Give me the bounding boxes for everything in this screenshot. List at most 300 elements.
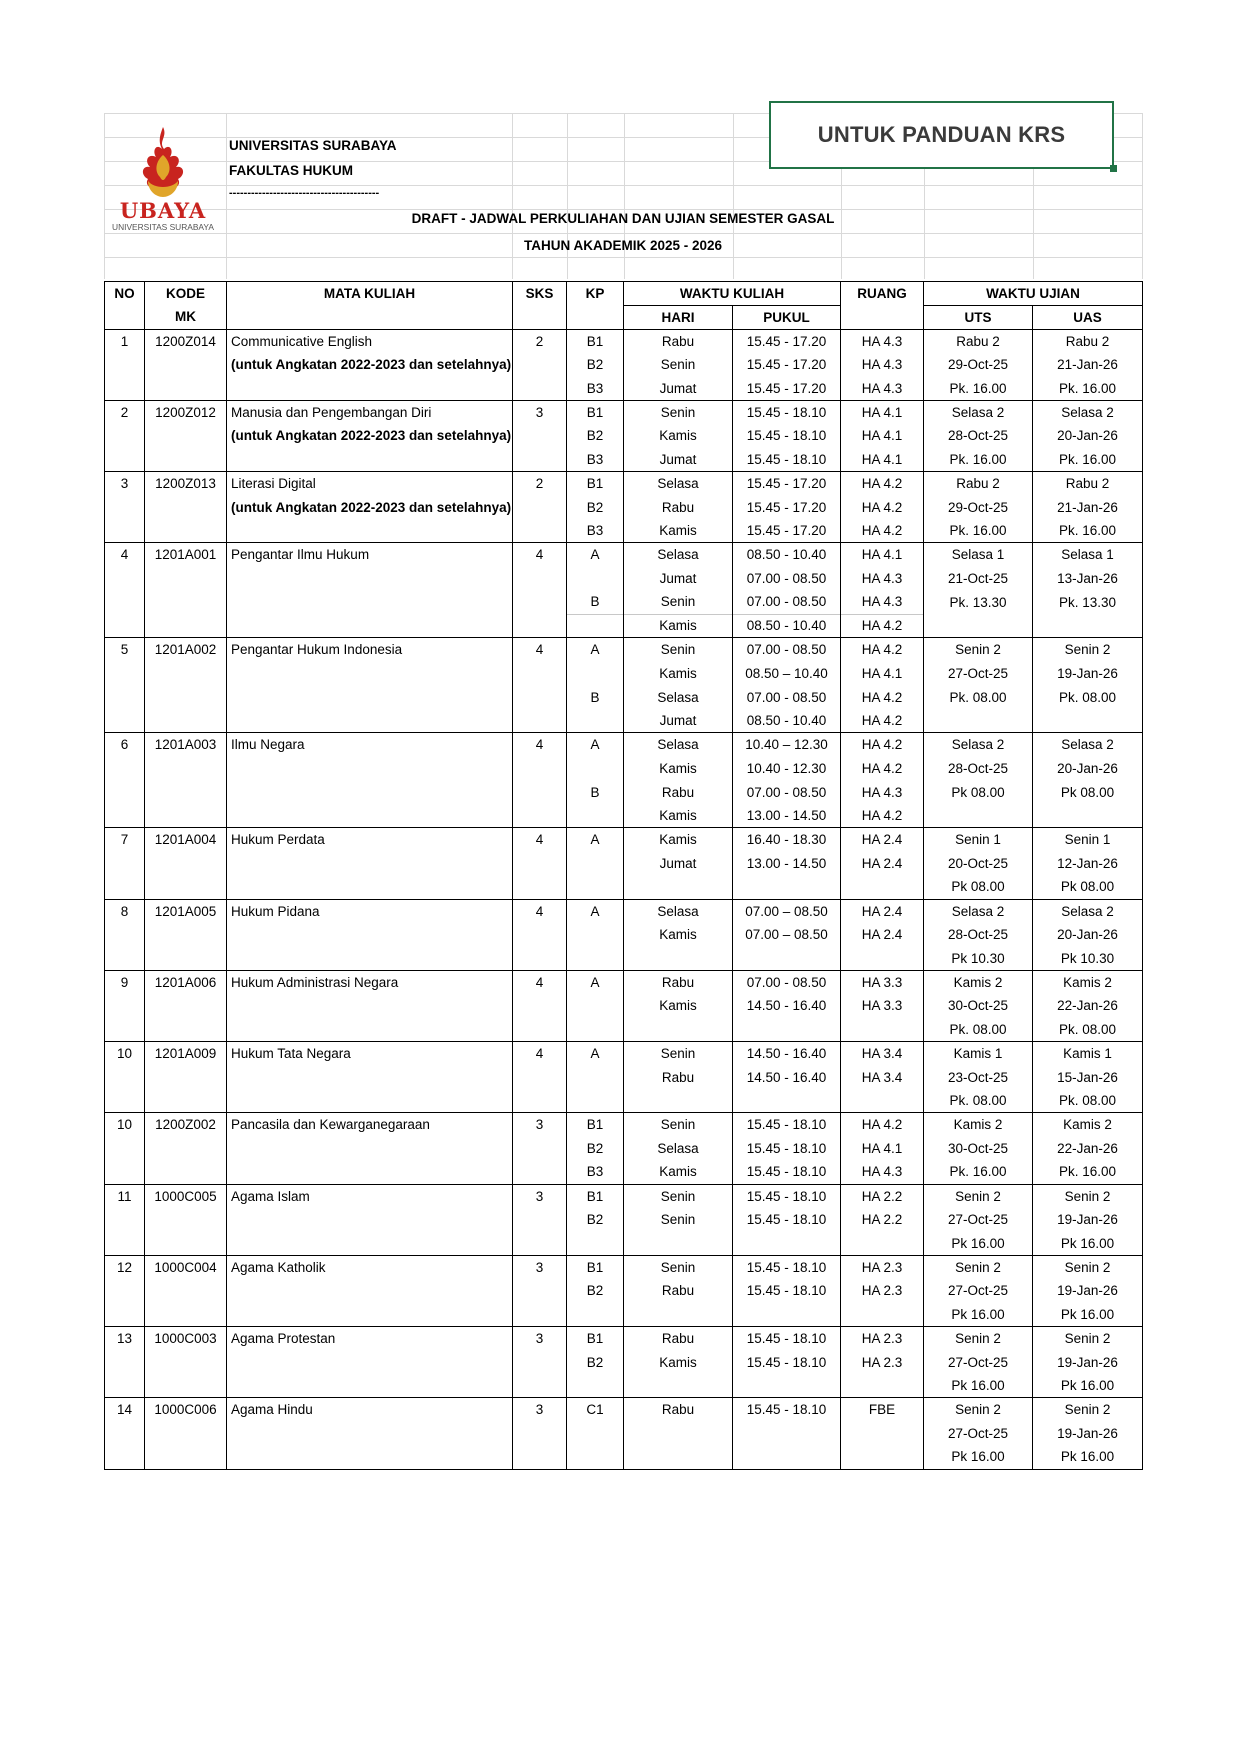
krs-guide-badge[interactable] [769, 101, 1114, 169]
cell-uas: 13-Jan-26 [1033, 567, 1143, 591]
cell-kp [567, 1374, 624, 1398]
cell-kode [145, 1160, 227, 1184]
cell-ruang: HA 4.3 [841, 329, 924, 353]
table-row [105, 1160, 1143, 1184]
cell-ruang: HA 3.4 [841, 1065, 924, 1089]
cell-pukul: 14.50 - 16.40 [733, 1065, 841, 1089]
cell-kode [145, 1089, 227, 1113]
cell-ruang [841, 1422, 924, 1446]
cell-uts: Rabu 2 [924, 329, 1033, 353]
cell-mata-kuliah [227, 519, 513, 543]
cell-no: 10 [105, 1042, 145, 1066]
cell-pukul [733, 1232, 841, 1256]
cell-hari: Kamis [624, 614, 733, 638]
cell-kp: B1 [567, 472, 624, 496]
cell-uas: Senin 2 [1033, 1327, 1143, 1351]
cell-mata-kuliah [227, 1089, 513, 1113]
cell-kode [145, 757, 227, 781]
cell-no [105, 1208, 145, 1232]
cell-uts: Pk 16.00 [924, 1445, 1033, 1469]
cell-hari: Senin [624, 1042, 733, 1066]
cell-kode: 1000C005 [145, 1184, 227, 1208]
cell-ruang: HA 4.2 [841, 614, 924, 638]
cell-hari [624, 947, 733, 971]
cell-mata-kuliah [227, 1065, 513, 1089]
cell-kode [145, 1137, 227, 1161]
cell-pukul: 15.45 - 18.10 [733, 1208, 841, 1232]
cell-sks: 2 [513, 472, 567, 496]
cell-sks [513, 1374, 567, 1398]
cell-uts: Kamis 2 [924, 970, 1033, 994]
cell-ruang: HA 4.2 [841, 495, 924, 519]
cell-sks: 4 [513, 733, 567, 757]
col-mata-kuliah-cont [227, 305, 513, 329]
cell-mata-kuliah: Manusia dan Pengembangan Diri [227, 400, 513, 424]
cell-uts: Selasa 2 [924, 733, 1033, 757]
cell-sks [513, 662, 567, 686]
cell-ruang: HA 4.2 [841, 472, 924, 496]
cell-sks [513, 377, 567, 401]
table-row [105, 1398, 1143, 1422]
cell-uas [1033, 614, 1143, 638]
cell-kp: B2 [567, 424, 624, 448]
table-row [105, 1232, 1143, 1256]
cell-uts: Pk. 13.30 [924, 590, 1033, 614]
cell-ruang: HA 3.3 [841, 994, 924, 1018]
cell-sks [513, 947, 567, 971]
cell-kode [145, 923, 227, 947]
cell-mata-kuliah [227, 662, 513, 686]
col-ruang: RUANG [841, 282, 924, 306]
cell-kode [145, 994, 227, 1018]
gridline [226, 113, 227, 279]
col-kode: KODE [145, 282, 227, 306]
cell-kp: A [567, 733, 624, 757]
cell-no [105, 614, 145, 638]
cell-kp: B2 [567, 1137, 624, 1161]
table-row [105, 828, 1143, 852]
gridline [104, 209, 1142, 210]
table-row [105, 377, 1143, 401]
cell-uas: Pk. 13.30 [1033, 590, 1143, 614]
cell-kp: B1 [567, 329, 624, 353]
cell-ruang: HA 4.3 [841, 353, 924, 377]
cell-kode [145, 780, 227, 804]
cell-ruang: HA 2.2 [841, 1208, 924, 1232]
cell-pukul: 15.45 - 18.10 [733, 1398, 841, 1422]
cell-mata-kuliah: (untuk Angkatan 2022-2023 dan setelahnya) [227, 424, 513, 448]
cell-hari: Kamis [624, 1160, 733, 1184]
cell-sks [513, 757, 567, 781]
col-kode-mk: MK [145, 305, 227, 329]
cell-sks: 3 [513, 1113, 567, 1137]
cell-kp: B3 [567, 377, 624, 401]
cell-kp [567, 994, 624, 1018]
cell-uas: Pk. 16.00 [1033, 1160, 1143, 1184]
cell-mata-kuliah [227, 1232, 513, 1256]
cell-kp: A [567, 543, 624, 567]
table-row [105, 1018, 1143, 1042]
cell-hari: Jumat [624, 852, 733, 876]
table-row [105, 424, 1143, 448]
cell-uas: 15-Jan-26 [1033, 1065, 1143, 1089]
cell-kp [567, 1065, 624, 1089]
gridline [567, 113, 568, 279]
cell-uas: Senin 2 [1033, 638, 1143, 662]
cell-pukul: 15.45 - 17.20 [733, 495, 841, 519]
cell-no [105, 1445, 145, 1469]
cell-pukul: 07.00 – 08.50 [733, 923, 841, 947]
table-row [105, 852, 1143, 876]
cell-no: 2 [105, 400, 145, 424]
cell-hari: Kamis [624, 519, 733, 543]
col-hari: HARI [624, 305, 733, 329]
table-row [105, 733, 1143, 757]
cell-hari [624, 1422, 733, 1446]
cell-uts: Pk. 16.00 [924, 448, 1033, 472]
cell-kode: 1201A002 [145, 638, 227, 662]
cell-no [105, 852, 145, 876]
cell-kode [145, 947, 227, 971]
cell-hari: Jumat [624, 567, 733, 591]
table-row [105, 1303, 1143, 1327]
cell-ruang [841, 1232, 924, 1256]
cell-kode [145, 709, 227, 733]
cell-sks [513, 994, 567, 1018]
cell-uts: Kamis 1 [924, 1042, 1033, 1066]
table-row [105, 804, 1143, 828]
gridline [624, 113, 625, 279]
cell-sks [513, 1232, 567, 1256]
cell-kode [145, 804, 227, 828]
cell-ruang: HA 4.1 [841, 1137, 924, 1161]
table-row [105, 1255, 1143, 1279]
table-row [105, 1184, 1143, 1208]
cell-kp [567, 567, 624, 591]
cell-kode [145, 1065, 227, 1089]
cell-kp: B2 [567, 353, 624, 377]
cell-sks [513, 1137, 567, 1161]
cell-uts [924, 709, 1033, 733]
cell-ruang: HA 4.1 [841, 424, 924, 448]
cell-uas: 19-Jan-26 [1033, 662, 1143, 686]
cell-uas: Selasa 2 [1033, 400, 1143, 424]
table-row [105, 1374, 1143, 1398]
cell-hari: Kamis [624, 923, 733, 947]
cell-hari: Senin [624, 353, 733, 377]
cell-uts: Senin 1 [924, 828, 1033, 852]
cell-uas: Selasa 2 [1033, 733, 1143, 757]
cell-mata-kuliah [227, 947, 513, 971]
cell-uas: 12-Jan-26 [1033, 852, 1143, 876]
cell-uts: 27-Oct-25 [924, 1350, 1033, 1374]
cell-hari: Kamis [624, 424, 733, 448]
cell-kode: 1000C006 [145, 1398, 227, 1422]
cell-kp [567, 1018, 624, 1042]
cell-sks [513, 1279, 567, 1303]
cell-hari: Rabu [624, 1065, 733, 1089]
gridline [104, 185, 1142, 186]
cell-uts: Pk. 16.00 [924, 1160, 1033, 1184]
cell-sks [513, 1160, 567, 1184]
cell-pukul: 14.50 - 16.40 [733, 994, 841, 1018]
cell-uas: Senin 1 [1033, 828, 1143, 852]
table-row [105, 448, 1143, 472]
cell-kode: 1200Z012 [145, 400, 227, 424]
cell-uts: Pk 10.30 [924, 947, 1033, 971]
selection-fill-handle[interactable] [1110, 165, 1117, 172]
cell-pukul [733, 1422, 841, 1446]
cell-uas: 20-Jan-26 [1033, 923, 1143, 947]
table-row [105, 899, 1143, 923]
cell-sks [513, 424, 567, 448]
cell-kp [567, 757, 624, 781]
cell-pukul [733, 1303, 841, 1327]
cell-uas: 20-Jan-26 [1033, 424, 1143, 448]
cell-pukul: 10.40 - 12.30 [733, 757, 841, 781]
svg-text:UNIVERSITAS SURABAYA: UNIVERSITAS SURABAYA [112, 222, 214, 232]
cell-hari: Rabu [624, 1279, 733, 1303]
table-row [105, 685, 1143, 709]
cell-ruang: HA 4.2 [841, 757, 924, 781]
cell-sks: 4 [513, 543, 567, 567]
cell-kp: B2 [567, 1350, 624, 1374]
cell-no [105, 1350, 145, 1374]
cell-uts: Pk. 08.00 [924, 1089, 1033, 1113]
cell-uas: Pk 08.00 [1033, 780, 1143, 804]
gridline [104, 233, 1142, 234]
cell-mata-kuliah: Pengantar Hukum Indonesia [227, 638, 513, 662]
col-waktu-kuliah: WAKTU KULIAH [624, 282, 841, 306]
cell-no [105, 994, 145, 1018]
cell-uts: Pk. 16.00 [924, 377, 1033, 401]
cell-uts: Pk. 16.00 [924, 519, 1033, 543]
table-row [105, 614, 1143, 638]
cell-kode: 1201A009 [145, 1042, 227, 1066]
cell-ruang: HA 4.2 [841, 804, 924, 828]
col-sks: SKS [513, 282, 567, 306]
cell-mata-kuliah: Agama Islam [227, 1184, 513, 1208]
cell-no [105, 495, 145, 519]
cell-ruang: HA 4.1 [841, 400, 924, 424]
cell-kode [145, 875, 227, 899]
cell-hari: Kamis [624, 757, 733, 781]
cell-no [105, 1303, 145, 1327]
cell-kode [145, 353, 227, 377]
table-row [105, 1445, 1143, 1469]
cell-no: 6 [105, 733, 145, 757]
cell-sks: 3 [513, 1184, 567, 1208]
cell-uas [1033, 709, 1143, 733]
table-row [105, 1042, 1143, 1066]
cell-uas: Rabu 2 [1033, 329, 1143, 353]
cell-pukul: 13.00 - 14.50 [733, 852, 841, 876]
cell-mata-kuliah [227, 875, 513, 899]
cell-hari: Selasa [624, 1137, 733, 1161]
cell-kp [567, 923, 624, 947]
cell-hari: Kamis [624, 662, 733, 686]
cell-kp: B1 [567, 1184, 624, 1208]
cell-ruang: HA 2.4 [841, 828, 924, 852]
cell-mata-kuliah: Hukum Perdata [227, 828, 513, 852]
cell-uts: 21-Oct-25 [924, 567, 1033, 591]
cell-uts: Pk. 08.00 [924, 1018, 1033, 1042]
cell-uas: Kamis 2 [1033, 970, 1143, 994]
cell-kp: A [567, 970, 624, 994]
cell-ruang: HA 4.3 [841, 590, 924, 614]
cell-mata-kuliah: Pancasila dan Kewarganegaraan [227, 1113, 513, 1137]
cell-no [105, 804, 145, 828]
cell-mata-kuliah: Ilmu Negara [227, 733, 513, 757]
cell-no: 12 [105, 1255, 145, 1279]
cell-mata-kuliah: Agama Katholik [227, 1255, 513, 1279]
cell-no [105, 519, 145, 543]
cell-uas: 19-Jan-26 [1033, 1279, 1143, 1303]
cell-pukul: 15.45 - 18.10 [733, 424, 841, 448]
cell-no [105, 685, 145, 709]
cell-ruang: HA 4.2 [841, 733, 924, 757]
cell-uts: Senin 2 [924, 1255, 1033, 1279]
cell-kp: A [567, 638, 624, 662]
cell-pukul: 08.50 - 10.40 [733, 543, 841, 567]
cell-mata-kuliah [227, 567, 513, 591]
cell-mata-kuliah [227, 852, 513, 876]
cell-mata-kuliah [227, 994, 513, 1018]
cell-sks [513, 1065, 567, 1089]
cell-uas: Pk 08.00 [1033, 875, 1143, 899]
cell-uts: Pk 16.00 [924, 1232, 1033, 1256]
cell-hari [624, 1018, 733, 1042]
cell-hari: Senin [624, 1184, 733, 1208]
cell-mata-kuliah: Communicative English [227, 329, 513, 353]
cell-no [105, 1018, 145, 1042]
cell-uas: Kamis 2 [1033, 1113, 1143, 1137]
faculty-name: FAKULTAS HUKUM [229, 163, 353, 178]
cell-pukul: 15.45 - 18.10 [733, 1160, 841, 1184]
cell-uas: Pk 16.00 [1033, 1232, 1143, 1256]
cell-uts: 28-Oct-25 [924, 923, 1033, 947]
table-row [105, 662, 1143, 686]
table-row [105, 1350, 1143, 1374]
cell-mata-kuliah: Pengantar Ilmu Hukum [227, 543, 513, 567]
cell-ruang: HA 4.3 [841, 567, 924, 591]
cell-uas: Kamis 1 [1033, 1042, 1143, 1066]
cell-uts: Senin 2 [924, 1398, 1033, 1422]
cell-hari: Senin [624, 1255, 733, 1279]
cell-pukul: 15.45 - 18.10 [733, 1327, 841, 1351]
cell-pukul: 15.45 - 18.10 [733, 1350, 841, 1374]
table-row [105, 472, 1143, 496]
cell-no [105, 448, 145, 472]
cell-no [105, 1160, 145, 1184]
cell-pukul: 07.00 – 08.50 [733, 899, 841, 923]
table-row [105, 947, 1143, 971]
table-row [105, 1137, 1143, 1161]
cell-sks [513, 353, 567, 377]
cell-ruang [841, 947, 924, 971]
col-uas: UAS [1033, 305, 1143, 329]
cell-kp [567, 1422, 624, 1446]
cell-hari [624, 1374, 733, 1398]
cell-sks [513, 448, 567, 472]
cell-kp: A [567, 899, 624, 923]
cell-ruang: HA 2.3 [841, 1350, 924, 1374]
cell-mata-kuliah [227, 1208, 513, 1232]
table-row [105, 1422, 1143, 1446]
cell-kode [145, 448, 227, 472]
cell-pukul: 14.50 - 16.40 [733, 1042, 841, 1066]
cell-ruang: HA 4.2 [841, 519, 924, 543]
cell-kp: B [567, 685, 624, 709]
cell-kp [567, 614, 624, 638]
cell-sks: 3 [513, 1327, 567, 1351]
cell-sks [513, 875, 567, 899]
cell-pukul: 13.00 - 14.50 [733, 804, 841, 828]
cell-no [105, 1137, 145, 1161]
cell-hari: Jumat [624, 377, 733, 401]
cell-hari: Rabu [624, 970, 733, 994]
cell-hari: Senin [624, 1208, 733, 1232]
cell-mata-kuliah: Hukum Administrasi Negara [227, 970, 513, 994]
cell-kode [145, 1374, 227, 1398]
table-row [105, 567, 1143, 591]
cell-uts [924, 804, 1033, 828]
cell-sks [513, 780, 567, 804]
cell-ruang: HA 3.3 [841, 970, 924, 994]
cell-hari [624, 1303, 733, 1327]
cell-uts: Pk 16.00 [924, 1374, 1033, 1398]
cell-sks [513, 709, 567, 733]
cell-kode: 1200Z002 [145, 1113, 227, 1137]
cell-uts: 27-Oct-25 [924, 1279, 1033, 1303]
cell-ruang: HA 3.4 [841, 1042, 924, 1066]
cell-kp: B1 [567, 1327, 624, 1351]
gridline [104, 257, 1142, 258]
cell-uas: 21-Jan-26 [1033, 495, 1143, 519]
cell-hari [624, 1089, 733, 1113]
cell-no [105, 780, 145, 804]
cell-sks [513, 1208, 567, 1232]
cell-pukul: 15.45 - 18.10 [733, 1279, 841, 1303]
cell-no [105, 1374, 145, 1398]
cell-mata-kuliah [227, 1018, 513, 1042]
cell-uts: 20-Oct-25 [924, 852, 1033, 876]
cell-ruang: HA 2.3 [841, 1279, 924, 1303]
cell-kode [145, 852, 227, 876]
table-row [105, 780, 1143, 804]
cell-hari: Selasa [624, 472, 733, 496]
cell-kode [145, 567, 227, 591]
schedule-body [105, 329, 1143, 1469]
cell-no [105, 1065, 145, 1089]
cell-sks [513, 614, 567, 638]
cell-uts: Selasa 2 [924, 899, 1033, 923]
col-sks-cont [513, 305, 567, 329]
table-row [105, 1279, 1143, 1303]
cell-pukul: 15.45 - 17.20 [733, 519, 841, 543]
cell-uts: Senin 2 [924, 638, 1033, 662]
cell-ruang: FBE [841, 1398, 924, 1422]
cell-kode [145, 614, 227, 638]
cell-no [105, 424, 145, 448]
cell-kode [145, 1445, 227, 1469]
cell-uts: 28-Oct-25 [924, 424, 1033, 448]
cell-uts: Kamis 2 [924, 1113, 1033, 1137]
cell-pukul: 15.45 - 18.10 [733, 1113, 841, 1137]
cell-uas: 19-Jan-26 [1033, 1208, 1143, 1232]
cell-pukul [733, 875, 841, 899]
table-row [105, 994, 1143, 1018]
